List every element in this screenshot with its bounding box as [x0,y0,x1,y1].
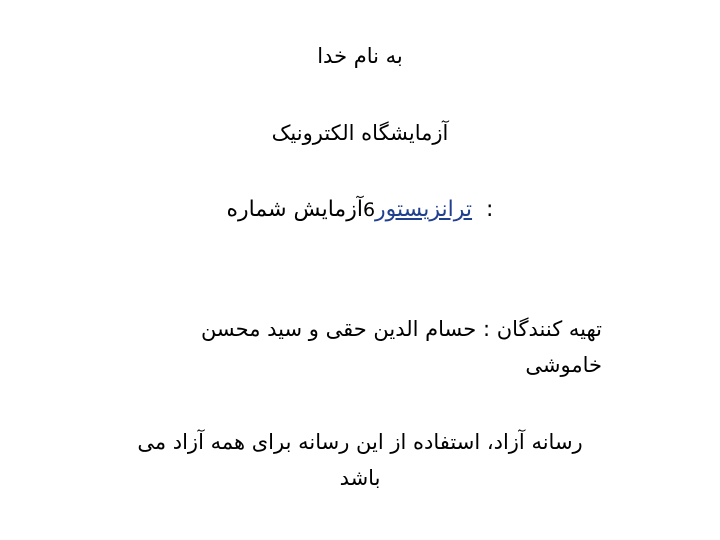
experiment-number: 6 [362,199,376,221]
experiment-title [0,197,720,222]
license-note: رسانه آزاد، استفاده از این رسانه برای همه آزاد می باشد [137,430,583,490]
credits-label: تهیه کنندگان : [482,317,602,341]
experiment-colon: : [486,197,494,222]
lab-name-heading: آزمایشگاه الکترونیک [271,121,449,145]
credits-names: حسام الدین حقی و سید محسن خاموشی [200,317,602,377]
experiment-label: آزمایش شماره [226,197,363,222]
credits-block [122,311,602,383]
experiment-topic: ترانزیستور [375,197,473,222]
basmala-heading: به نام خدا [317,44,403,68]
